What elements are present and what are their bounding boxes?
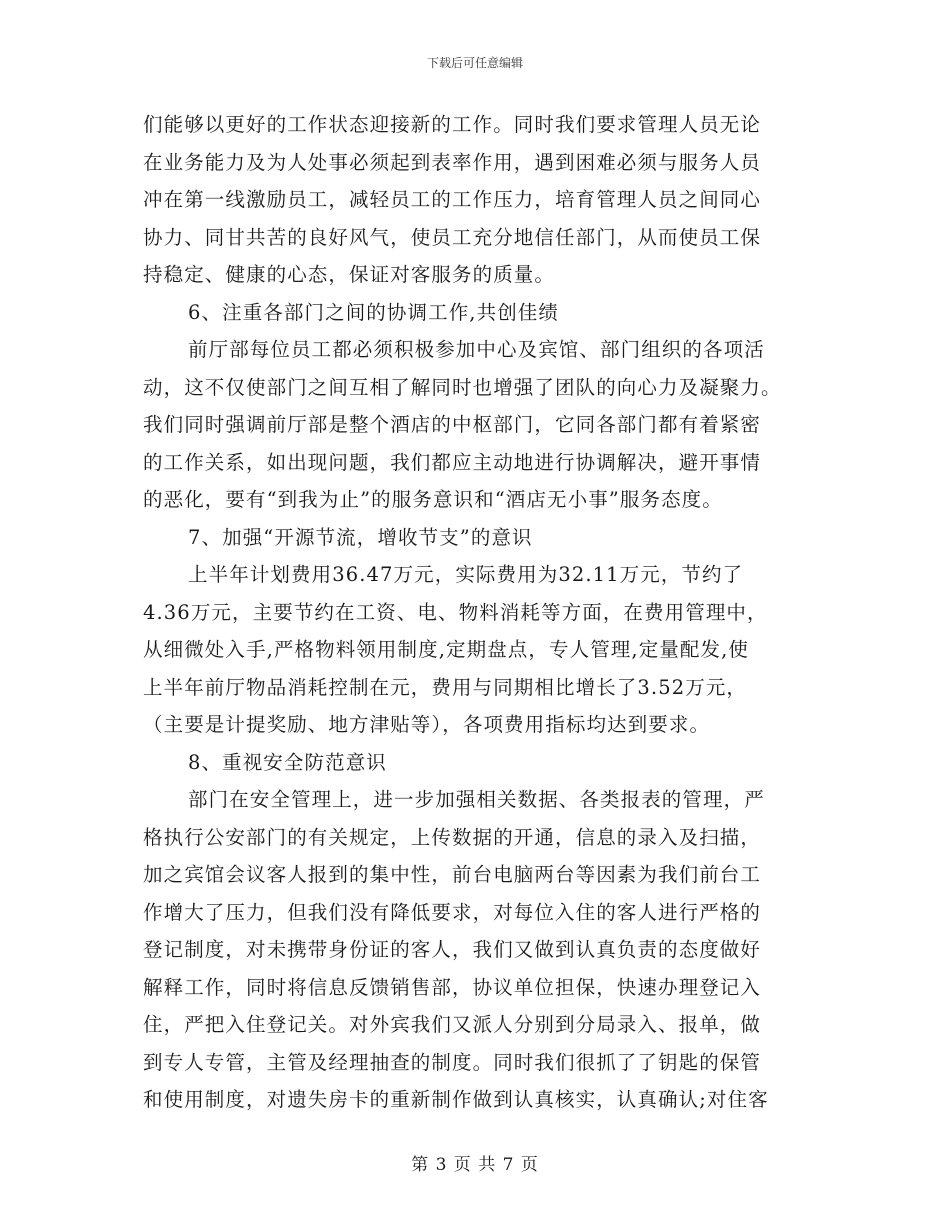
text-line: 前厅部每位员工都必须积极参加中心及宾馆、部门组织的各项活 [188, 338, 765, 361]
section-heading: 8、重视安全防范意识 [188, 750, 387, 774]
text-line: 加之宾馆会议客人报到的集中性，前台电脑两台等因素为我们前台工 [143, 863, 762, 886]
text-line: 4.36万元，主要节约在工资、电、物料消耗等方面，在费用管理中， [143, 600, 768, 624]
text-line: 解释工作，同时将信息反馈销售部，协议单位担保，快速办理登记入 [143, 975, 762, 999]
page-header: 下载后可任意编辑 [426, 56, 523, 70]
text-line: 部门在安全管理上，进一步加强相关数据、各类报表的管理，严 [188, 788, 765, 811]
text-line: 和使用制度，对遗失房卡的重新制作做到认真核实，认真确认;对住客 [143, 1088, 769, 1111]
text-line: 动，这不仅使部门之间互相了解同时也增强了团队的向心力及凝聚力。 [143, 375, 782, 399]
text-line: 们能够以更好的工作状态迎接新的工作。同时我们要求管理人员无论 [143, 113, 762, 136]
text-line: 从细微处入手,严格物料领用制度,定期盘点，专人管理,定量配发,使 [143, 638, 749, 661]
text-line: 的恶化，要有“到我为止”的服务意识和“酒店无小事”服务态度。 [143, 488, 723, 511]
text-line: 的工作关系，如出现问题，我们都应主动地进行协调解决，避开事情 [143, 450, 762, 474]
document-body [143, 106, 813, 1119]
text-line: 到专人专管，主管及经理抽查的制度。同时我们很抓了了钥匙的保管 [143, 1050, 762, 1074]
text-line: 冲在第一线激励员工，减轻员工的工作压力，培育管理人员之间同心 [143, 188, 762, 211]
text-line: 格执行公安部门的有关规定，上传数据的开通，信息的录入及扫描， [143, 825, 762, 849]
text-line: 作增大了压力，但我们没有降低要求，对每位入住的客人进行严格的 [143, 900, 762, 924]
section-heading: 6、注重各部门之间的协调工作,共创佳绩 [188, 300, 560, 324]
text-line: （主要是计提奖励、地方津贴等），各项费用指标均达到要求。 [143, 713, 711, 736]
text-line: 在业务能力及为人处事必须起到表率作用，遇到困难必须与服务人员 [143, 150, 762, 174]
text-line: 上半年前厅物品消耗控制在元，费用与同期相比增长了3.52万元， [143, 675, 748, 699]
text-line: 上半年计划费用36.47万元，实际费用为32.11万元，节约了 [188, 563, 744, 586]
text-line: 协力、同甘共苦的良好风气，使员工充分地信任部门，从而使员工保 [143, 225, 762, 249]
text-line: 持稳定、健康的心态，保证对客服务的质量。 [143, 263, 556, 286]
section-heading: 7、加强“开源节流，增收节支”的意识 [188, 525, 533, 549]
text-line: 住，严把入住登记关。对外宾我们又派人分别到分局录入、报单，做 [143, 1013, 762, 1036]
text-line: 我们同时强调前厅部是整个酒店的中枢部门，它同各部门都有着紧密 [143, 413, 762, 436]
page-number-footer: 第 3 页 共 7 页 [411, 1155, 539, 1175]
text-line: 登记制度，对未携带身份证的客人，我们又做到认真负责的态度做好 [143, 938, 762, 961]
